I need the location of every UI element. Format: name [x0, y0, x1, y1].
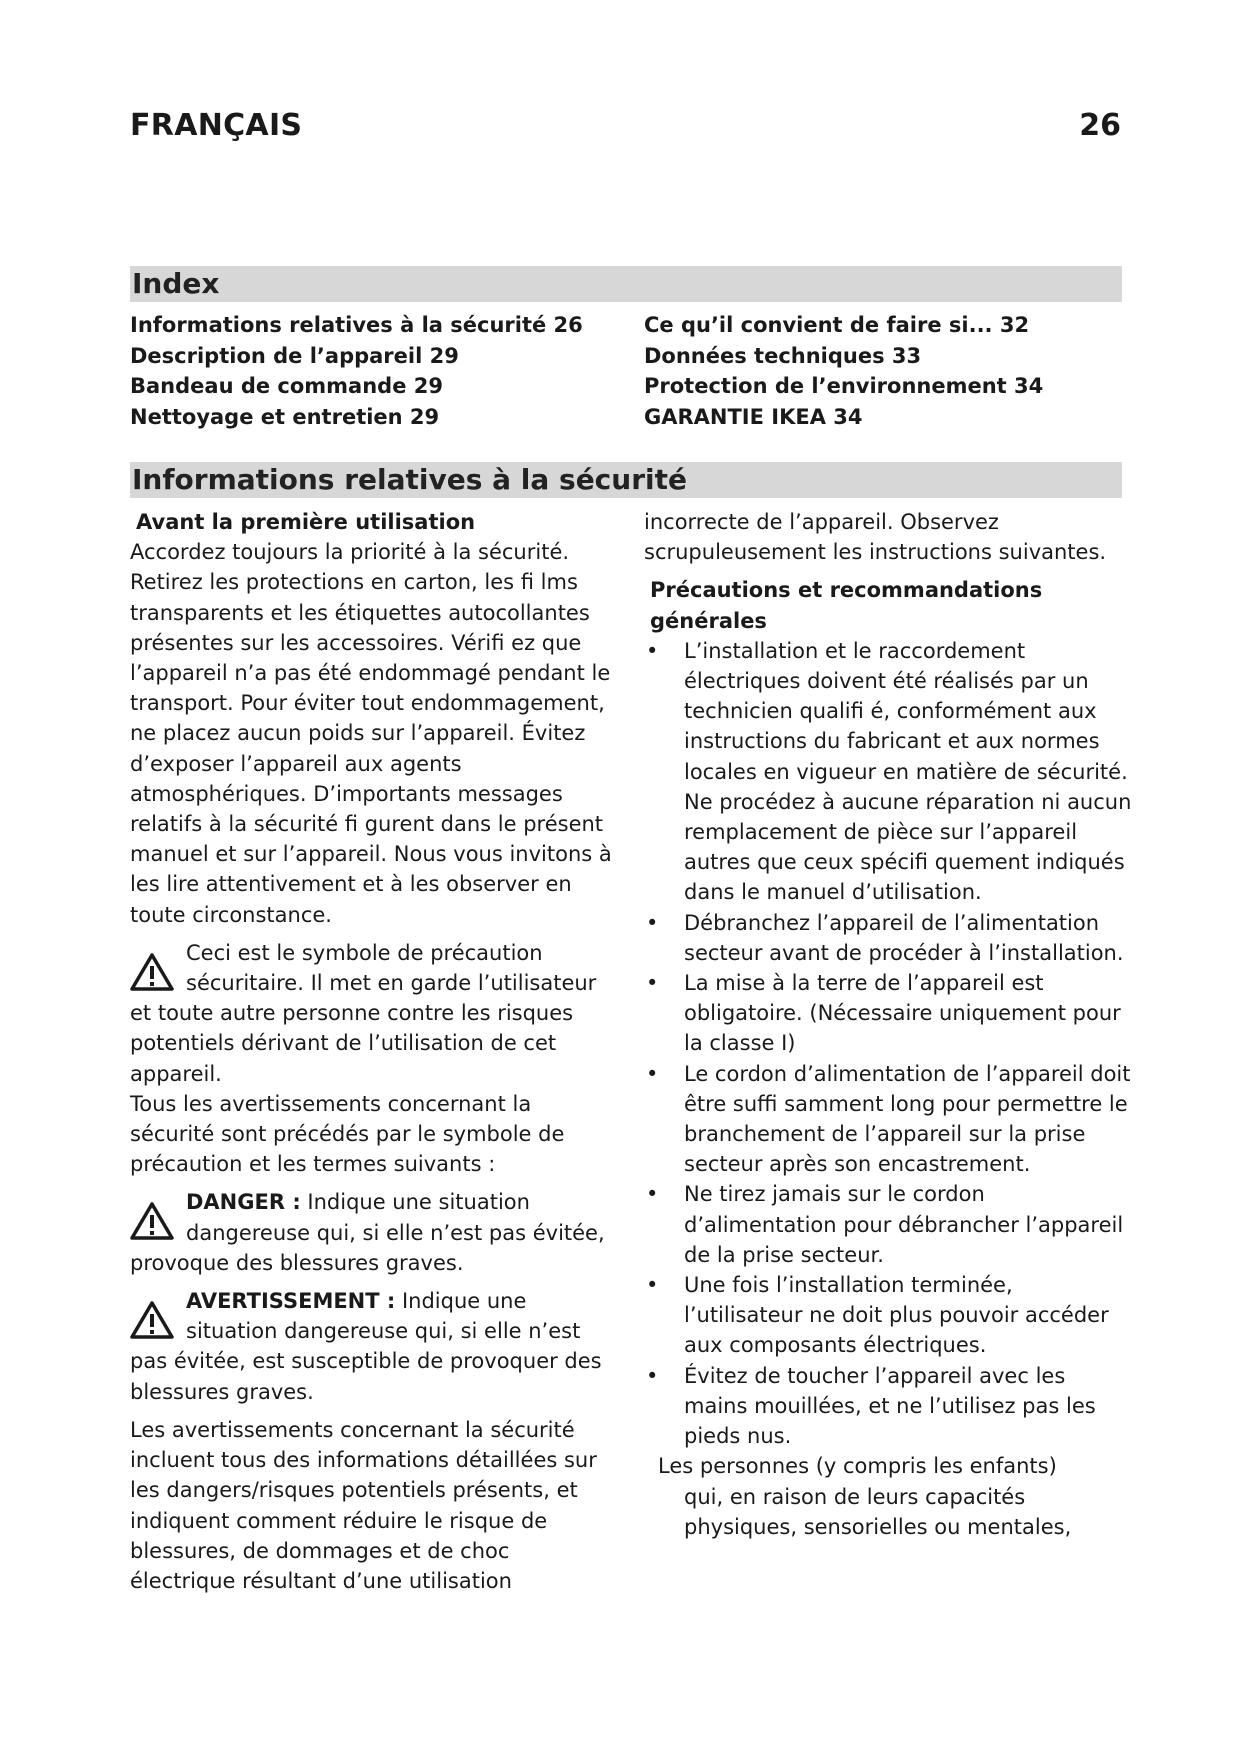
symbol-note — [130, 938, 620, 1089]
details-paragraph: Les avertissements concernant la sécurité incluent tous des informations détaillées sur les dangers/risques potentiels présents, et indiquent comment réduire le risque de blessures, de dommages et de choc électrique résultant d’une utilisation — [130, 1417, 597, 1593]
warning-triangle-icon — [130, 952, 174, 992]
bullet-text: L’installation et le raccordement électriques doivent été réalisés par un technicien qualifi é, conformément aux instructions du fabricant et aux normes locales en vigueur en matière de sécurité. Ne procédez à aucune réparation ni aucun remplacement de pièce sur l’appareil autres que ceux spécifi quement indiqués dans le manuel d’utilisation. — [684, 638, 1132, 905]
index-entry: GARANTIE IKEA 34 — [644, 404, 863, 429]
page-header — [130, 108, 1121, 152]
avertissement-label: AVERTISSEMENT : — [186, 1289, 396, 1314]
bullet-text: La mise à la terre de l’appareil est obligatoire. (Nécessaire uniquement pour la classe I) — [684, 971, 1121, 1056]
bullet-text: Le cordon d’alimentation de l’appareil doit être suffi samment long pour permettre le branchement de l’appareil sur la prise secteur après son encastrement. — [684, 1061, 1131, 1177]
index-entry: Nettoyage et entretien 29 — [130, 404, 440, 429]
danger-second: dangereuse qui, si elle n’est pas évitée, — [186, 1220, 605, 1245]
list-item — [644, 636, 1132, 908]
danger-note — [130, 1187, 620, 1278]
index-entry: Protection de l’environnement 34 — [644, 374, 1044, 398]
safety-title: Informations relatives à la sécurité — [132, 463, 687, 496]
list-item — [644, 908, 1132, 968]
avertissement-note — [130, 1286, 620, 1407]
page-language: FRANÇAIS — [130, 108, 303, 143]
safety-section-bar — [130, 462, 1122, 498]
index-entry: Bandeau de commande 29 — [130, 374, 443, 398]
bullet-glyph: • — [646, 1061, 659, 1086]
bullet-text: Ne tirez jamais sur le cordon d’alimentation pour débrancher l’appareil de la prise secteur. — [684, 1182, 1124, 1267]
danger-rest: provoque des blessures graves. — [130, 1250, 464, 1275]
list-item — [644, 1451, 1132, 1542]
index-right-column — [644, 310, 1043, 432]
index-entry: Ce qu’il convient de faire si... 32 — [644, 313, 1030, 337]
list-item — [644, 1270, 1132, 1361]
before-first-use-body: Accordez toujours la priorité à la sécurité. Retirez les protections en carton, les fi lms transparents et les étiquettes autocollantes présentes sur les accessoires. Vérifi ez que l’appareil n’a pas été endommagé pendant le transport. Pour éviter tout endommagement, ne placez aucun poids sur l’appareil. Évitez d’exposer l’appareil aux agents atmosphériques. D’importants messages relatifs à la sécurité fi gurent dans le présent manuel et sur l’appareil. Nous vous invitons à les lire attentivement et à les observer en toute circonstance. — [130, 540, 612, 927]
danger-first: Indique une situation — [300, 1190, 530, 1215]
index-entry: Informations relatives à la sécurité 26 — [130, 313, 583, 337]
bullet-glyph: • — [646, 910, 659, 935]
avertissement-first: Indique une — [395, 1289, 527, 1314]
list-item — [644, 1179, 1132, 1270]
index-entry: Description de l’appareil 29 — [130, 343, 459, 368]
warning-triangle-icon — [130, 1300, 174, 1340]
persons-first-line: Les personnes (y compris les enfants) — [658, 1454, 1057, 1479]
bullet-text: Débranchez l’appareil de l’alimentation secteur avant de procéder à l’installation. — [684, 910, 1124, 965]
general-precautions-heading: Précautions et recommandations générales — [650, 578, 1043, 633]
before-first-use-heading: Avant la première utilisation — [136, 510, 476, 534]
symbol-note-rest: et toute autre personne contre les risques potentiels dérivant de l’utilisation de cet appareil. — [130, 1001, 574, 1086]
persons-rest: qui, en raison de leurs capacités physiques, sensorielles ou mentales, — [684, 1484, 1072, 1539]
index-section-bar — [130, 266, 1122, 302]
danger-label: DANGER : — [186, 1190, 301, 1215]
bullet-glyph: • — [646, 638, 659, 663]
avertissement-second: situation dangereuse qui, si elle n’est — [186, 1319, 581, 1344]
continuation-paragraph: incorrecte de l’appareil. Observez scrupuleusement les instructions suivantes. — [644, 510, 1107, 565]
bullet-text: Évitez de toucher l’appareil avec les mains mouillées, et ne l’utilisez pas les pieds nus. — [684, 1363, 1096, 1449]
list-item — [644, 968, 1132, 1059]
index-title: Index — [132, 267, 220, 300]
symbol-note-first: Ceci est le symbole de précaution — [186, 940, 543, 965]
right-text-column — [644, 507, 1132, 1542]
left-text-column — [130, 507, 620, 1596]
page-number: 26 — [1079, 108, 1121, 143]
bullet-glyph: • — [646, 971, 659, 996]
bullet-text: Une fois l’installation terminée, l’utilisateur ne doit plus pouvoir accéder aux composants électriques. — [684, 1273, 1109, 1358]
list-item — [644, 1361, 1132, 1452]
bullet-glyph: • — [646, 1363, 659, 1388]
list-item — [644, 1059, 1132, 1180]
warning-triangle-icon — [130, 1201, 174, 1241]
index-entry: Données techniques 33 — [644, 343, 922, 368]
index-left-column — [130, 310, 583, 432]
symbol-note-second: sécuritaire. Il met en garde l’utilisateur — [186, 971, 597, 996]
warnings-intro: Tous les avertissements concernant la sécurité sont précédés par le symbole de précaution et les termes suivants : — [130, 1091, 565, 1177]
avertissement-rest: pas évitée, est susceptible de provoquer des blessures graves. — [130, 1349, 602, 1404]
bullet-glyph: • — [646, 1182, 659, 1207]
bullet-glyph: • — [646, 1273, 659, 1298]
